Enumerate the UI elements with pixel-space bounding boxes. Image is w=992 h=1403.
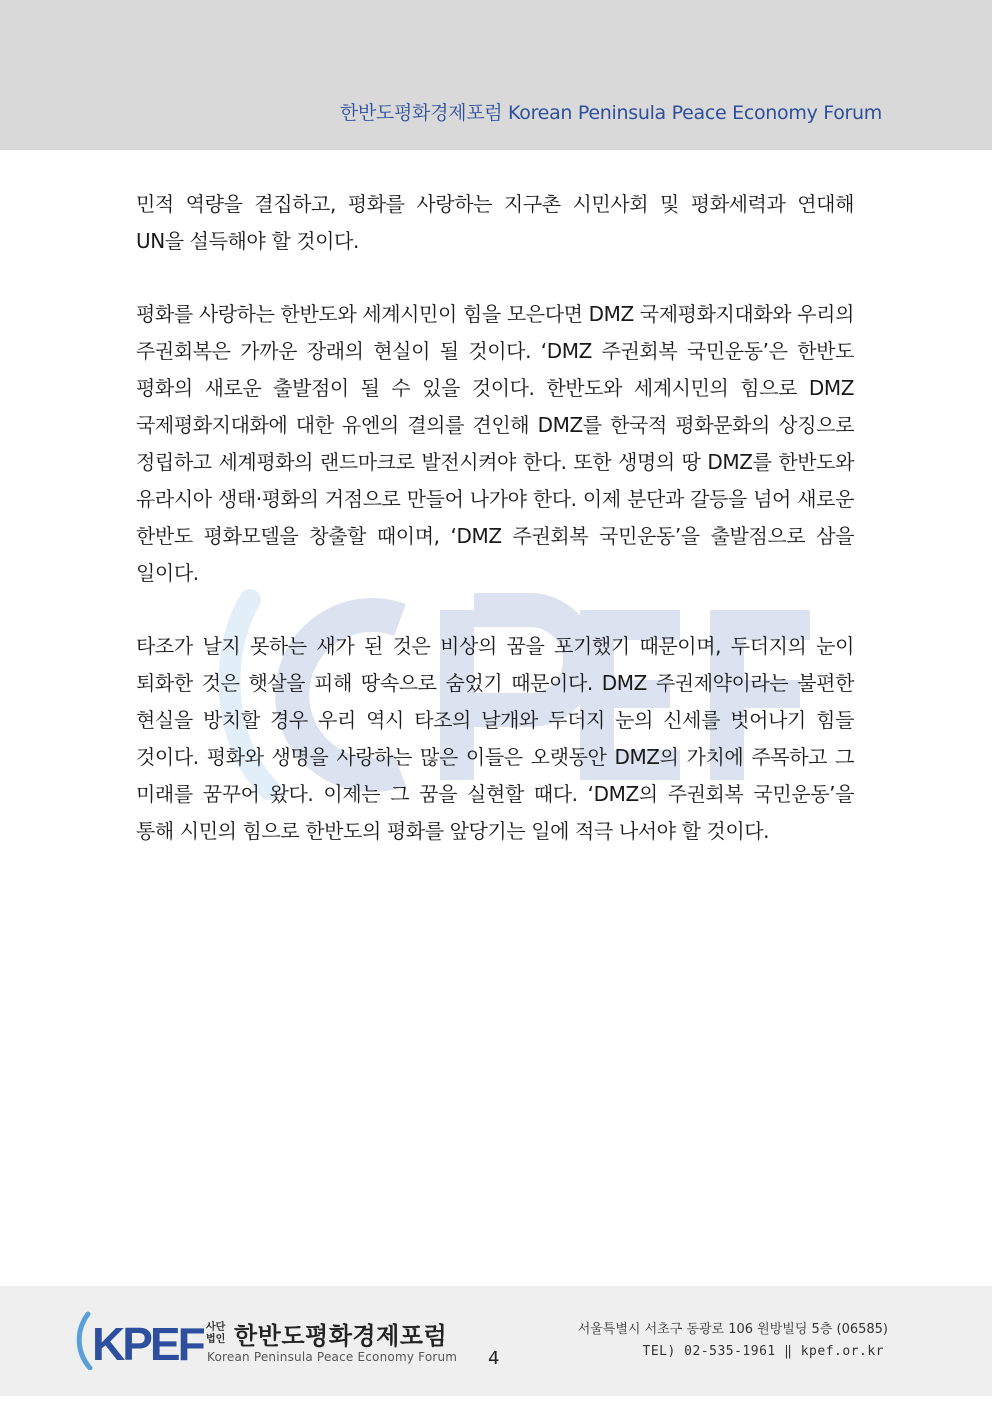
logo-text: KPEF	[92, 1318, 203, 1370]
document-body	[136, 186, 854, 886]
kpef-logo-icon	[74, 1310, 204, 1370]
paragraph: 민적 역량을 결집하고, 평화를 사랑하는 지구촌 시민사회 및 평화세력과 연대해 UN을 설득해야 할 것이다.	[136, 192, 854, 253]
page-number: 4	[488, 1348, 500, 1369]
header-title: 한반도평화경제포럼 Korean Peninsula Peace Economy Forum	[339, 102, 882, 124]
org-prefix: 사단법인	[206, 1322, 226, 1345]
org-name: 한반도평화경제포럼	[234, 1322, 448, 1350]
page-header	[0, 0, 992, 150]
org-name-english: Korean Peninsula Peace Economy Forum	[207, 1350, 458, 1364]
paragraph: 타조가 날지 못하는 새가 된 것은 비상의 꿈을 포기했기 때문이며, 두더지의 눈이 퇴화한 것은 햇살을 피해 땅속으로 숨었기 때문이다. DMZ 주권제약이라는 불편한 현실을 방치할 경우 우리 역시 타조의 날개와 두더지 눈의 신세를 벗어나기 힘들 것이다. 평화와 생명을 사랑하는 많은 이들은 오랫동안 DMZ의 가치에 주목하고 그 미래를 꿈꾸어 왔다. 이제는 그 꿈을 실현할 때다. ‘DMZ의 주권회복 국민운동’을 통해 시민의 힘으로 한반도의 평화를 앞당기는 일에 적극 나서야 할 것이다.	[136, 634, 854, 843]
paragraph: 평화를 사랑하는 한반도와 세계시민이 힘을 모은다면 DMZ 국제평화지대화와 우리의 주권회복은 가까운 장래의 현실이 될 것이다. ‘DMZ 주권회복 국민운동’은 한반도 평화의 새로운 출발점이 될 수 있을 것이다. 한반도와 세계시민의 힘으로 DMZ 국제평화지대화에 대한 유엔의 결의를 견인해 DMZ를 한국적 평화문화의 상징으로 정립하고 세계평화의 랜드마크로 발전시켜야 한다. 또한 생명의 땅 DMZ를 한반도와 유라시아 생태·평화의 거점으로 만들어 나가야 한다. 이제 분단과 갈등을 넘어 새로운 한반도 평화모델을 창출할 때이며, ‘DMZ 주권회복 국민운동’을 출발점으로 삼을 일이다.	[136, 302, 854, 585]
address: 서울특별시 서초구 동광로 106 원방빌딩 5층 (06585)	[577, 1322, 888, 1337]
contact-info: TEL) 02-535-1961 ‖ kpef.or.kr	[642, 1344, 884, 1359]
